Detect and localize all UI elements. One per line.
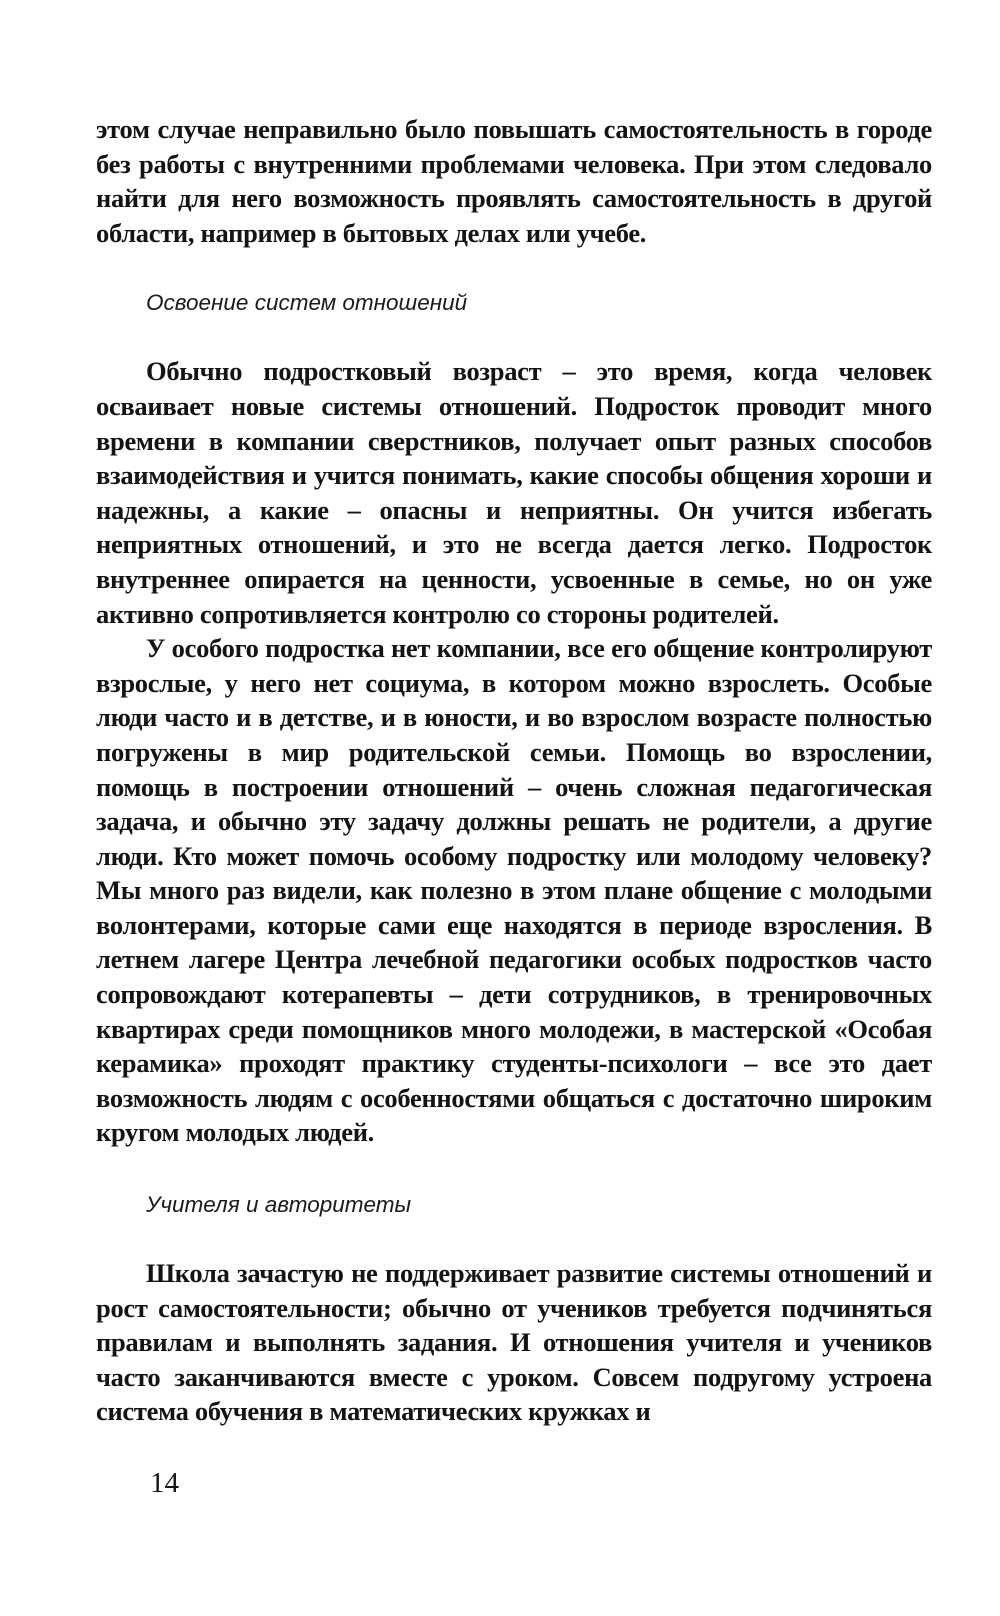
page-body [96,112,932,1429]
paragraph-school: Школа зачастую не поддерживает развитие системы отношений и рост самостоятельности; обычно от учеников требуется подчиняться правилам и выполнять задания. И отношения учителя и учеников часто заканчиваются вместе с уроком. Совсем подругому устроена система обучения в математических кружках и [96,1258,932,1427]
section-heading-teachers: Учителя и авторитеты [146,1192,412,1218]
section-heading-relations: Освоение систем отношений [146,290,468,316]
paragraph-continuation: этом случае неправильно было повышать самостоятельность в городе без работы с внутренними проблемами человека. При этом следовало найти для него возможность проявлять самостоятельность в другой области, например в бытовых делах или учебе. [96,114,932,248]
page-number: 14 [150,1467,179,1499]
paragraph-special-teen: У особого подростка нет компании, все его общение контролируют взрослые, у него нет социума, в котором можно взрослеть. Особые люди часто и в детстве, и в юности, и во взрослом возрасте полностью погружены в мир родительской семьи. Помощь во взрослении, помощь в построении отношений – очень сложная педагогическая задача, и обычно эту задачу должны решать не родители, а другие люди. Кто может помочь особому подростку или молодому человеку? Мы много раз видели, как полезно в этом плане общение с молодыми волонтерами, которые сами еще находятся в периоде взросления. В летнем лагере Центра лечебной педагогики особых подростков часто сопровождают котерапевты – дети сотрудников, в тренировочных квартирах среди помощников много молодежи, в мастерской «Особая керамика» проходят практику студенты-психологи – все это дает возможность людям с особенностями общаться с достаточно широким кругом молодых людей. [96,633,932,1148]
paragraph-teen-relations: Обычно подростковый возраст – это время, когда человек осваивает новые системы отношений. Подросток проводит много времени в компании сверстников, получает опыт разных способов взаимодействия и учится понимать, какие способы общения хороши и надежны, а какие – опасны и неприятны. Он учится избегать неприятных отношений, и это не всегда дается легко. Подросток внутреннее опирается на ценности, усвоенные в семье, но он уже активно сопротивляется контролю со стороны родителей. [96,356,932,629]
